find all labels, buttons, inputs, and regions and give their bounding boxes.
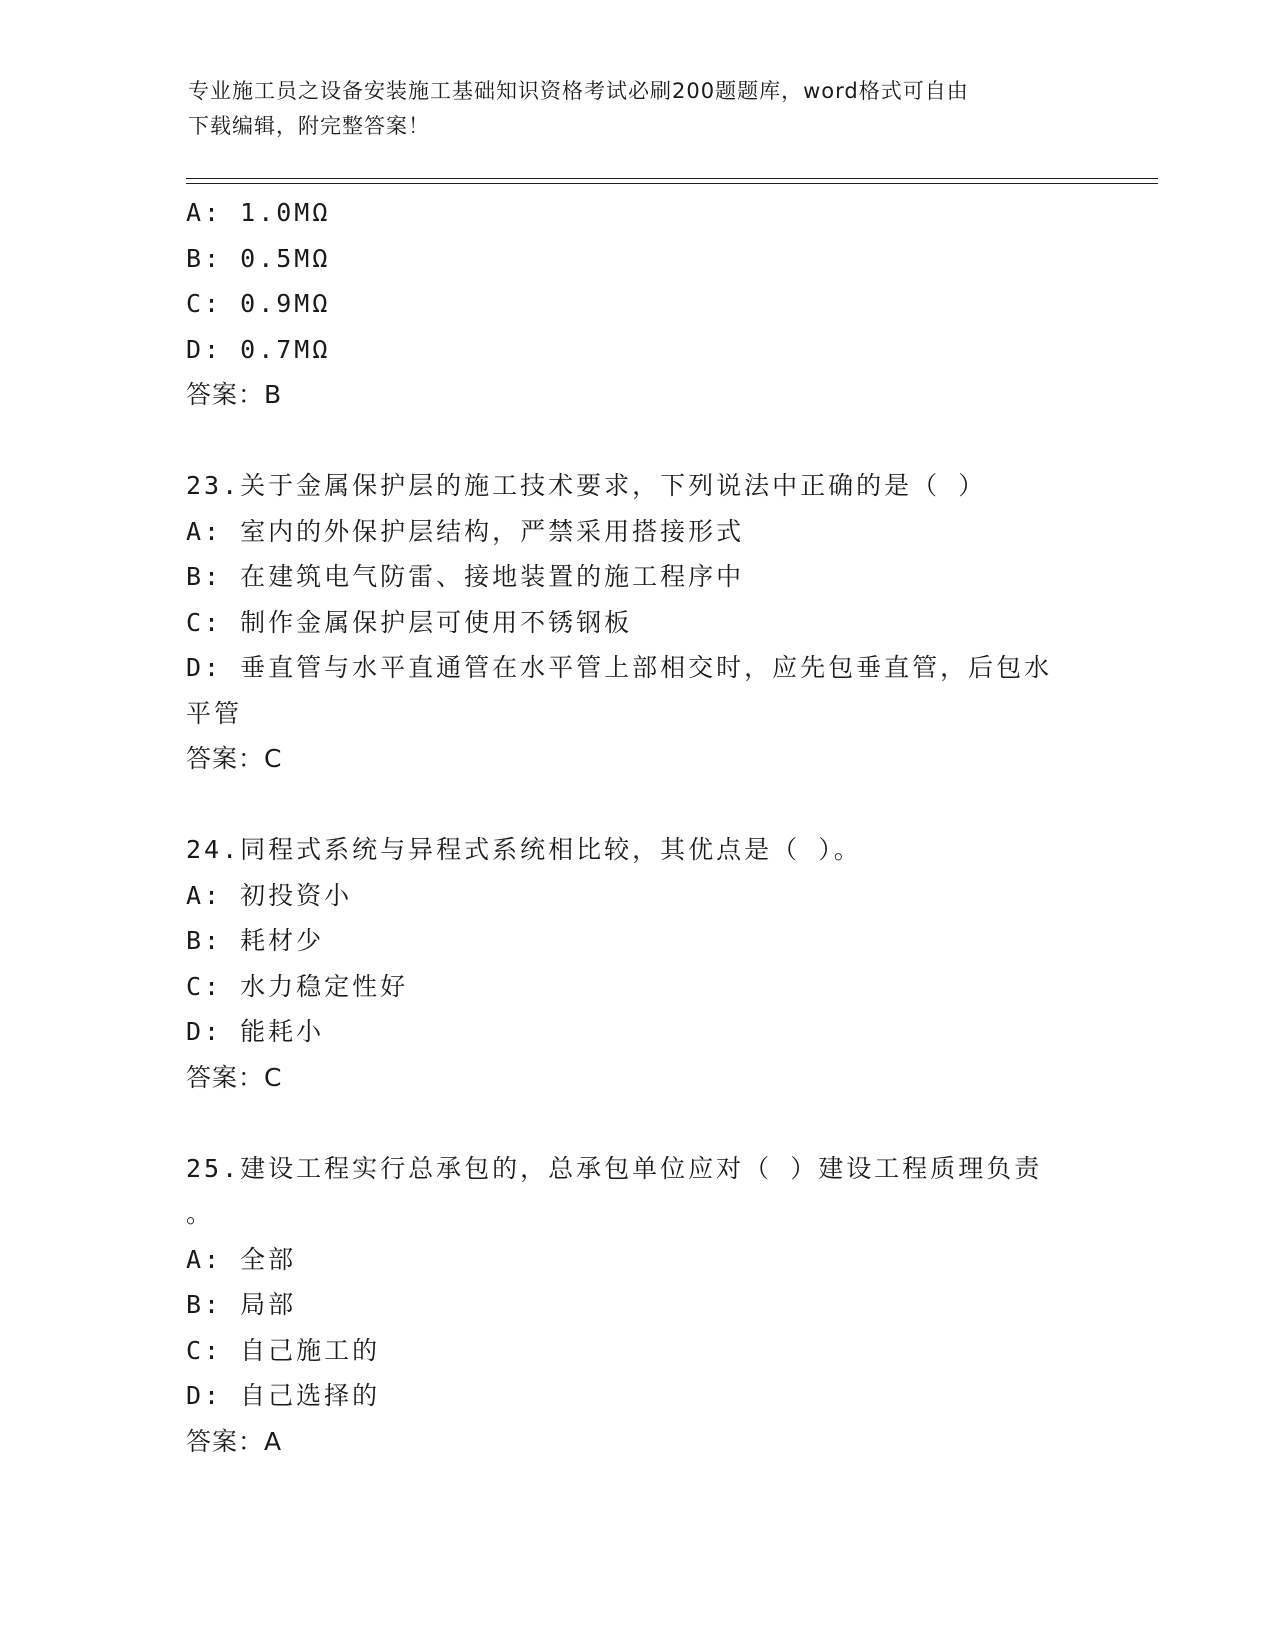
spacer — [186, 418, 1086, 464]
answer: 答案：B — [186, 380, 283, 409]
option-a: A: 全部 — [186, 1244, 297, 1274]
option-c: C: 0.9MΩ — [186, 289, 331, 318]
option-a: A: 室内的外保护层结构，严禁采用搭接形式 — [186, 516, 745, 546]
answer: 答案：C — [186, 744, 283, 773]
option-c: C: 水力稳定性好 — [186, 971, 409, 1001]
option-c: C: 制作金属保护层可使用不锈钢板 — [186, 607, 633, 637]
question-24 — [186, 827, 1086, 1100]
spacer — [186, 782, 1086, 828]
question-list — [186, 190, 1086, 1464]
option-d: D: 垂直管与水平直通管在水平管上部相交时，应先包垂直管，后包水 — [186, 653, 1053, 682]
question-stem: 25.建设工程实行总承包的，总承包单位应对（ ）建设工程质理负责 — [186, 1153, 1043, 1183]
option-a: A: 初投资小 — [186, 880, 353, 910]
question-stem: 23.关于金属保护层的施工技术要求，下列说法中正确的是（ ） — [186, 471, 987, 500]
header-divider-top — [186, 178, 1158, 179]
option-d: D: 0.7MΩ — [186, 334, 331, 364]
document-header — [188, 74, 1088, 144]
option-b: B: 局部 — [186, 1290, 297, 1319]
answer: 答案：C — [186, 1062, 283, 1092]
option-c: C: 自己施工的 — [186, 1335, 381, 1365]
header-divider-bottom — [186, 183, 1158, 184]
option-b: B: 耗材少 — [186, 926, 325, 955]
option-d-continued: 平管 — [186, 698, 243, 728]
question-stem: 24.同程式系统与异程式系统相比较，其优点是（ ）。 — [186, 835, 862, 864]
option-a: A: 1.0MΩ — [186, 198, 331, 227]
option-b: B: 在建筑电气防雷、接地装置的施工程序中 — [186, 562, 745, 591]
option-d: D: 能耗小 — [186, 1017, 325, 1046]
question-stem-continued: 。 — [186, 1199, 215, 1228]
header-line-2: 下载编辑，附完整答案！ — [188, 114, 430, 138]
question-22 — [186, 190, 1086, 418]
option-b: B: 0.5MΩ — [186, 243, 331, 273]
header-line-1: 专业施工员之设备安装施工基础知识资格考试必刷200题题库，word格式可自由 — [188, 79, 969, 103]
answer: 答案：A — [186, 1426, 283, 1456]
question-23 — [186, 463, 1086, 782]
spacer — [186, 1100, 1086, 1146]
option-d: D: 自己选择的 — [186, 1381, 381, 1410]
question-25 — [186, 1146, 1086, 1465]
